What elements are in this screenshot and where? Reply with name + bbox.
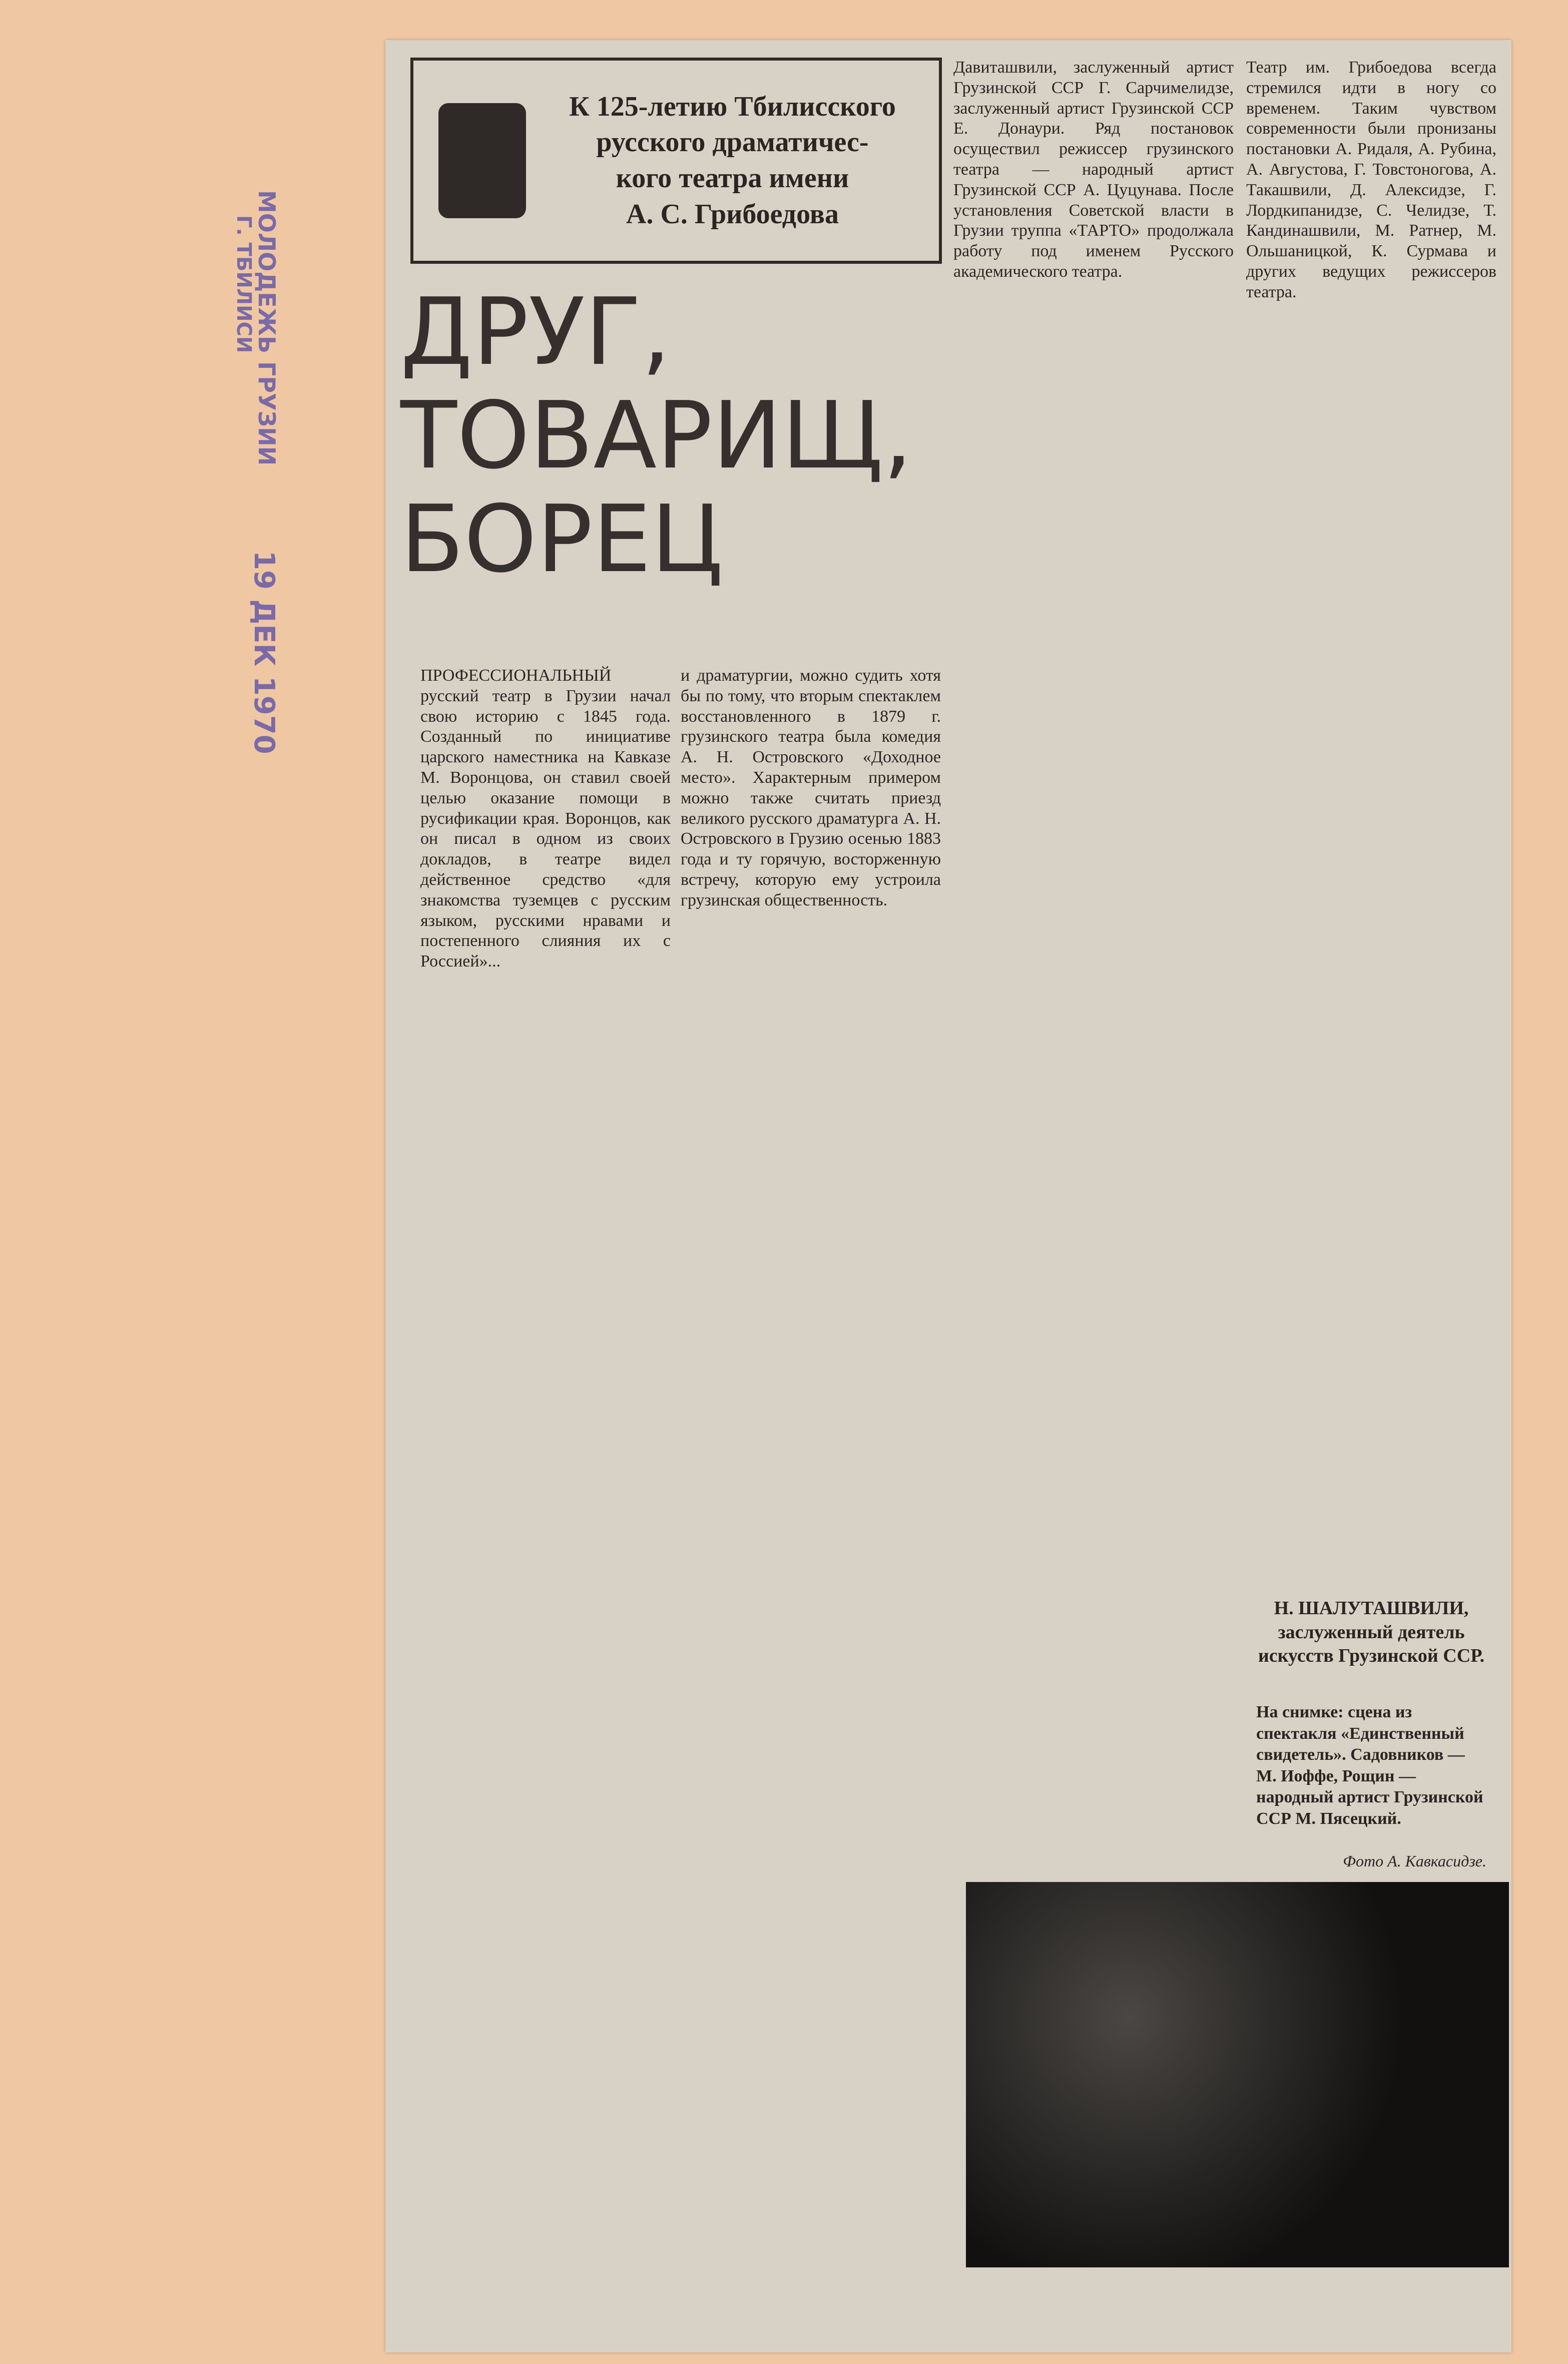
headline-line: ДРУГ, [400, 278, 671, 386]
stage-photo [966, 1882, 1509, 2267]
headline-line: БОРЕЦ [400, 485, 723, 594]
theatre-masks-icon [438, 103, 526, 218]
anniversary-line: русского драматичес- [596, 127, 869, 158]
article-column-1: ПРОФЕССИОНАЛЬНЫЙ русский театр в Грузии начал свою историю с 1845 года. Созданный по инициативе царского наместника на Кавказе М. Воронцова, он ставил своей целью оказание помощи в русификации края. Воронцов, как он писал в одном из своих докладов, в театре видел действенное средство «для знакомства туземцев с русским языком, русскими нравами и постепенного слияния их с Россией»... [420, 666, 671, 971]
headline [400, 280, 912, 592]
article-column-3: Давиташвили, заслуженный артист Грузинской ССР Г. Сарчимелидзе, заслуженный артист Грузинской ССР Е. Донаури. Ряд постановок осуществил режиссер грузинского театра — народный артист Грузинской ССР А. Цуцунава. После установления Советской власти в Грузии труппа «ТАРТО» продолжала работу под именем Русского академического театра. [953, 58, 1234, 281]
city-stamp: Г. ТБИЛИСИ [232, 215, 255, 353]
publication-stamp: МОЛОДЕЖЬ ГРУЗИИ [253, 190, 280, 466]
article-column-4: Театр им. Грибоедова всегда стремился идти в ногу со временем. Таким чувством современности были пронизаны постановки А. Ридаля, А. Рубина, А. Августова, Г. Товстоногова, А. Такашвили, Д. Алексидзе, Г. Лордкипанидзе, С. Челидзе, Т. Кандинашвили, М. Ратнер, М. Ольшаницкой, К. Сурмава и других ведущих режиссеров театра. [1246, 58, 1496, 301]
date-stamp: 19 ДЕК 1970 [248, 551, 280, 754]
author-name: Н. ШАЛУТАШВИЛИ, [1274, 1598, 1469, 1619]
photo-credit: Фото А. Кавкасидзе. [1343, 1852, 1486, 1870]
headline-line: ТОВАРИЩ, [400, 381, 913, 490]
anniversary-line: кого театра имени [616, 163, 849, 194]
author-signature [1256, 1597, 1486, 1668]
article-column-2: и драматургии, можно судить хотя бы по тому, что вторым спектаклем восстановленного в 1879 г. грузинского театра была комедия А. Н. Островского «Доходное место». Характерным примером можно также считать приезд великого русского драматурга А. Н. Островского в Грузию осенью 1883 года и ту горячую, восторженную встречу, которую ему устроила грузинская общественность. [681, 666, 941, 909]
anniversary-box [410, 58, 942, 264]
author-title: заслуженный деятель искусств Грузинской ССР. [1258, 1621, 1485, 1666]
photo-caption: На снимке: сцена из спектакля «Единственный свидетель». Садовников — М. Иоффе, Рощин — народный артист Грузинской ССР М. Пясецкий. [1256, 1703, 1483, 1828]
anniversary-line: А. С. Грибоедова [626, 198, 839, 230]
anniversary-line: К 125-летию Тбилисского [569, 91, 896, 122]
